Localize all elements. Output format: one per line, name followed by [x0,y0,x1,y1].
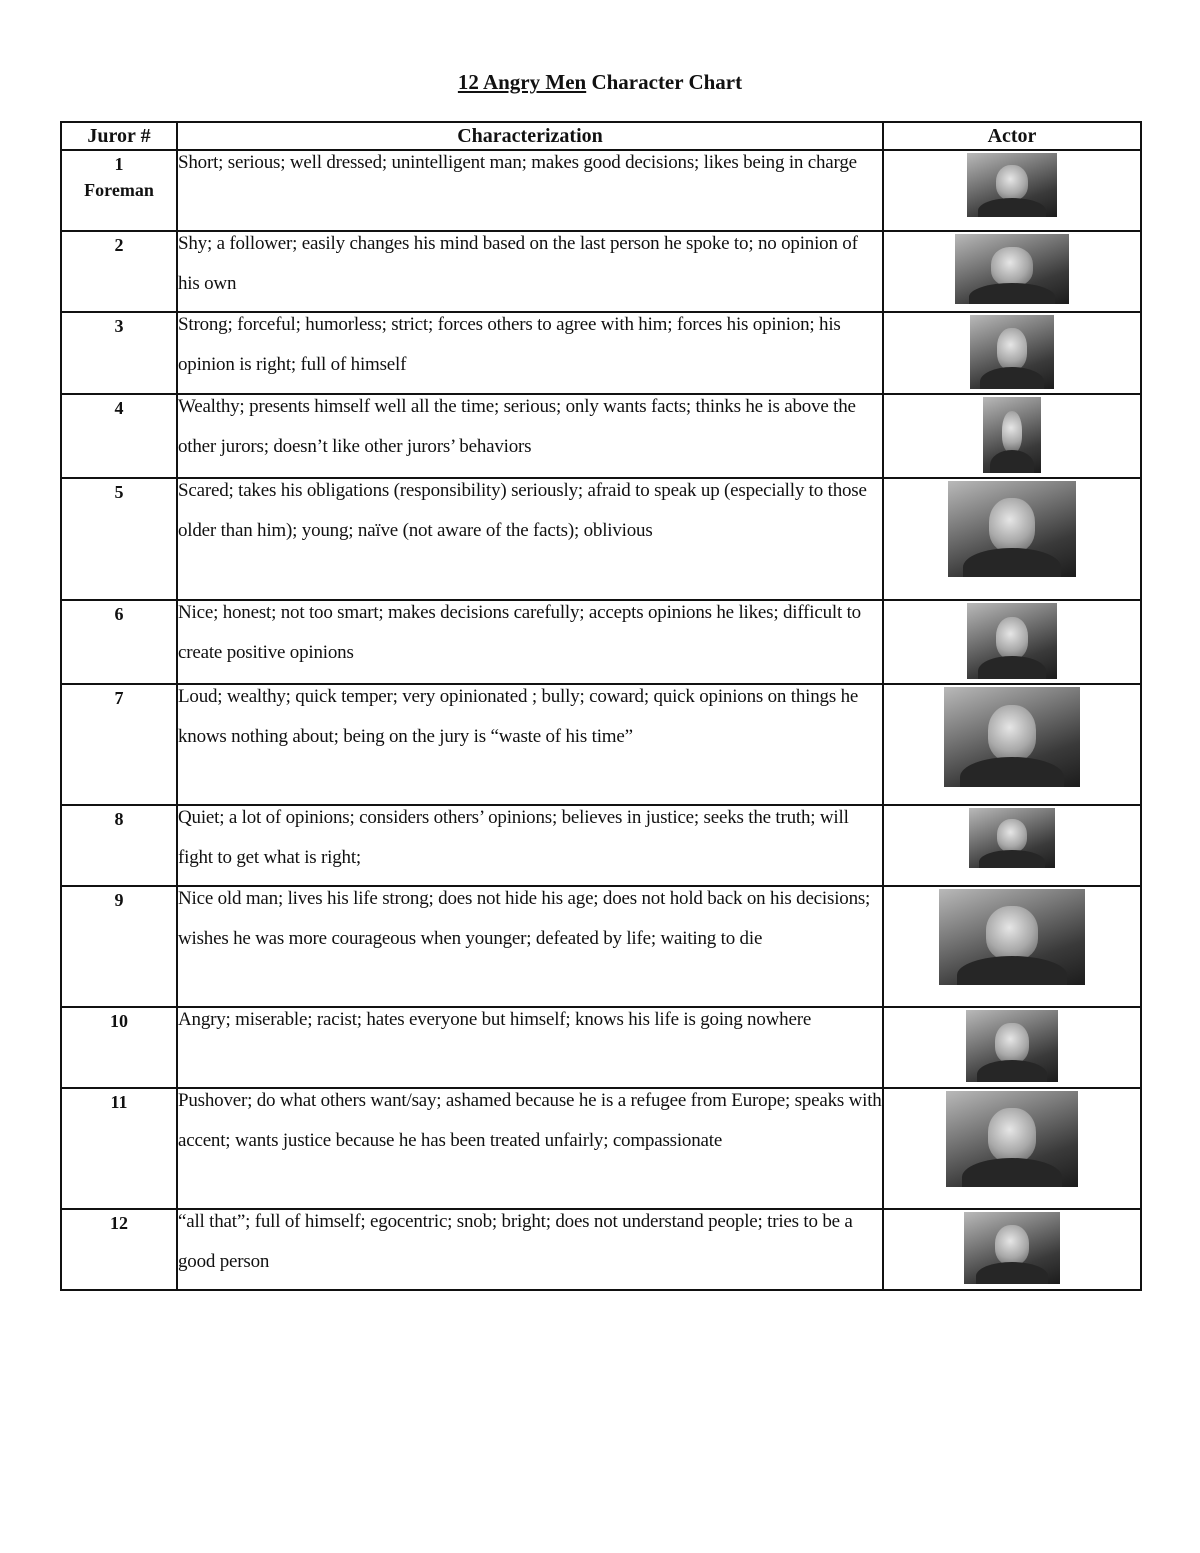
juror-number-cell [61,150,177,231]
characterization-cell [177,1209,883,1290]
actor-photo [964,1212,1060,1284]
actor-cell [883,1088,1141,1209]
header-juror: Juror # [61,122,177,150]
juror-number: 11 [110,1092,128,1112]
table-row [61,1209,1141,1290]
characterization-text: Shy; a follower; easily changes his mind based on the last person he spoke to; no opinion of his own [178,233,858,294]
title-rest: Character Chart [586,70,743,94]
characterization-text: Nice old man; lives his life strong; does not hide his age; does not hold back on his decisions; wishes he was more courageous when younger; defeated by life; waiting to die [178,888,871,949]
table-row [61,478,1141,600]
characterization-cell [177,684,883,805]
character-chart-table [60,121,1142,1291]
juror-number: 5 [114,482,124,502]
characterization-text: Quiet; a lot of opinions; considers others’ opinions; believes in justice; seeks the truth; will fight to get what is right; [178,807,849,868]
actor-cell [883,312,1141,394]
table-row [61,600,1141,684]
juror-number-cell [61,886,177,1007]
actor-cell [883,394,1141,478]
characterization-cell [177,150,883,231]
characterization-text: Strong; forceful; humorless; strict; forces others to agree with him; forces his opinion; his opinion is right; full of himself [178,314,841,375]
juror-number-cell [61,478,177,600]
actor-photo [946,1091,1078,1187]
characterization-cell [177,1007,883,1088]
actor-photo [970,315,1054,389]
actor-cell [883,886,1141,1007]
juror-number-cell [61,600,177,684]
header-actor: Actor [883,122,1141,150]
characterization-text: “all that”; full of himself; egocentric; snob; bright; does not understand people; tries to be a good person [178,1211,853,1272]
juror-number: 1 [114,154,124,174]
juror-number-cell [61,684,177,805]
actor-photo [948,481,1076,577]
actor-photo [955,234,1069,304]
characterization-text: Short; serious; well dressed; unintelligent man; makes good decisions; likes being in charge [178,152,857,173]
title-film-name: 12 Angry Men [457,70,587,94]
table-row [61,684,1141,805]
actor-photo [967,603,1057,679]
characterization-cell [177,231,883,312]
actor-cell [883,1007,1141,1088]
juror-title: Foreman [84,180,154,200]
juror-number-cell [61,231,177,312]
table-row [61,886,1141,1007]
characterization-text: Wealthy; presents himself well all the time; serious; only wants facts; thinks he is above the other jurors; doesn’t like other jurors’ behaviors [178,396,856,457]
characterization-cell [177,600,883,684]
actor-photo [983,397,1041,473]
juror-number: 6 [114,604,124,624]
juror-number-cell [61,1209,177,1290]
table-row [61,150,1141,231]
characterization-cell [177,312,883,394]
header-characterization: Characterization [177,122,883,150]
table-row [61,394,1141,478]
actor-cell [883,600,1141,684]
table-row [61,805,1141,886]
characterization-text: Nice; honest; not too smart; makes decisions carefully; accepts opinions he likes; difficult to create positive opinions [178,602,861,663]
juror-number: 4 [114,398,124,418]
juror-number: 7 [114,688,124,708]
characterization-cell [177,478,883,600]
characterization-cell [177,805,883,886]
actor-cell [883,478,1141,600]
juror-number-cell [61,805,177,886]
juror-number: 2 [114,235,124,255]
actor-cell [883,805,1141,886]
actor-photo [944,687,1080,787]
actor-photo [966,1010,1058,1082]
characterization-text: Pushover; do what others want/say; ashamed because he is a refugee from Europe; speaks with accent; wants justice because he has been treated unfairly; compassionate [178,1090,882,1151]
characterization-text: Angry; miserable; racist; hates everyone but himself; knows his life is going nowhere [178,1009,812,1030]
juror-number: 3 [114,316,124,336]
juror-number: 10 [110,1011,128,1031]
page-title [0,70,1200,95]
juror-number: 8 [114,809,124,829]
actor-photo [967,153,1057,217]
actor-photo [939,889,1085,985]
actor-cell [883,231,1141,312]
juror-number-cell [61,312,177,394]
juror-number: 9 [114,890,124,910]
table-row [61,231,1141,312]
juror-number-cell [61,394,177,478]
table-row [61,312,1141,394]
actor-cell [883,150,1141,231]
table-row [61,1007,1141,1088]
juror-number-cell [61,1007,177,1088]
characterization-cell [177,394,883,478]
characterization-cell [177,886,883,1007]
juror-number: 12 [110,1213,128,1233]
table-row [61,1088,1141,1209]
actor-cell [883,684,1141,805]
juror-number-cell [61,1088,177,1209]
actor-cell [883,1209,1141,1290]
characterization-text: Scared; takes his obligations (responsibility) seriously; afraid to speak up (especially to those older than him); young; naïve (not aware of the facts); oblivious [178,480,867,541]
actor-photo [969,808,1055,868]
characterization-text: Loud; wealthy; quick temper; very opinionated ; bully; coward; quick opinions on things he knows nothing about; being on the jury is “waste of his time” [178,686,859,747]
characterization-cell [177,1088,883,1209]
